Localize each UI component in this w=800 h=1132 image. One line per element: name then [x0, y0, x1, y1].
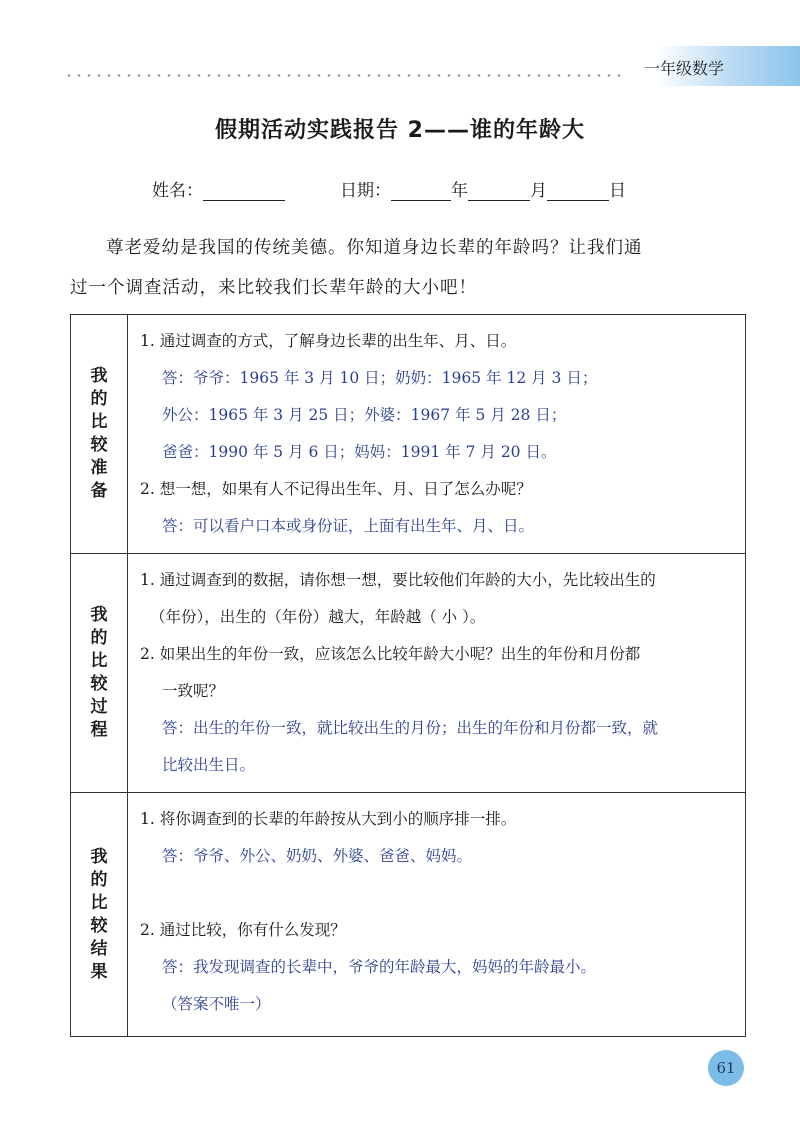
year-blank[interactable]: [391, 182, 451, 201]
book-label: 一年级数学: [644, 59, 725, 78]
answer-line: 答：爷爷、外公、奶奶、外婆、爸爸、妈妈。: [162, 847, 473, 865]
header-dotted-rule: [64, 74, 624, 77]
report-table: [70, 314, 746, 1037]
answer-line: （答案不唯一）: [162, 995, 271, 1013]
section-body: [128, 793, 746, 1037]
answer-line: 答：我发现调查的长辈中，爷爷的年龄最大，妈妈的年龄最小。: [162, 958, 597, 976]
question-line: 2. 通过比较，你有什么发现？: [140, 921, 346, 939]
month-label: 月: [530, 181, 547, 201]
answer-line: 答：出生的年份一致，就比较出生的月份；出生的年份和月份都一致，就: [162, 719, 659, 737]
year-label: 年: [451, 181, 468, 201]
section-body: [128, 554, 746, 793]
intro-line-1: 尊老爱幼是我国的传统美德。你知道身边长辈的年龄吗？让我们通: [106, 238, 643, 258]
answer-line: 比较出生日。: [162, 756, 256, 774]
question-line: 1. 通过调查的方式，了解身边长辈的出生年、月、日。: [140, 332, 517, 350]
answer-line: 爸爸：1990 年 5 月 6 日；妈妈：1991 年 7 月 20 日。: [162, 443, 557, 461]
section-heading: 我的比较准备: [90, 366, 108, 501]
section-heading-cell: [71, 315, 128, 554]
name-blank[interactable]: [203, 182, 285, 201]
section-body: [128, 315, 746, 554]
section-row: [71, 554, 746, 793]
name-label: 姓名：: [152, 181, 203, 201]
question-line: 2. 想一想，如果有人不记得出生年、月、日了怎么办呢？: [140, 480, 532, 498]
question-line: 一致呢？: [162, 682, 225, 700]
section-row: [71, 793, 746, 1037]
date-label: 日期：: [340, 181, 391, 201]
day-blank[interactable]: [547, 182, 609, 201]
answer-line: 答：可以看户口本或身份证，上面有出生年、月、日。: [162, 517, 535, 535]
answer-line: 外公：1965 年 3 月 25 日；外婆：1967 年 5 月 28 日；: [162, 406, 567, 424]
page-title: 假期活动实践报告 2——谁的年龄大: [215, 118, 585, 143]
question-line: 1. 将你调查到的长辈的年龄按从大到小的顺序排一排。: [140, 810, 517, 828]
section-row: [71, 315, 746, 554]
section-heading-cell: [71, 554, 128, 793]
day-label: 日: [609, 181, 626, 201]
name-field[interactable]: [152, 176, 285, 201]
section-heading-cell: [71, 793, 128, 1037]
section-heading: 我的比较过程: [90, 605, 108, 740]
intro-line-2: 过一个调查活动，来比较我们长辈年龄的大小吧！: [70, 278, 477, 298]
date-field[interactable]: [340, 176, 626, 201]
month-blank[interactable]: [468, 182, 530, 201]
header-tab: [624, 46, 800, 86]
question-line: 1. 通过调查到的数据，请你想一想，要比较他们年龄的大小，先比较出生的: [140, 571, 656, 589]
section-heading: 我的比较结果: [90, 846, 108, 982]
question-line: （年份），出生的（年份）越大，年龄越（ 小 ）。: [150, 608, 486, 626]
answer-line: 答：爷爷：1965 年 3 月 10 日；奶奶：1965 年 12 月 3 日；: [162, 369, 598, 387]
page-number: 61: [708, 1050, 744, 1086]
question-line: 2. 如果出生的年份一致，应该怎么比较年龄大小呢？出生的年份和月份都: [140, 645, 641, 663]
spacer: [140, 875, 735, 912]
